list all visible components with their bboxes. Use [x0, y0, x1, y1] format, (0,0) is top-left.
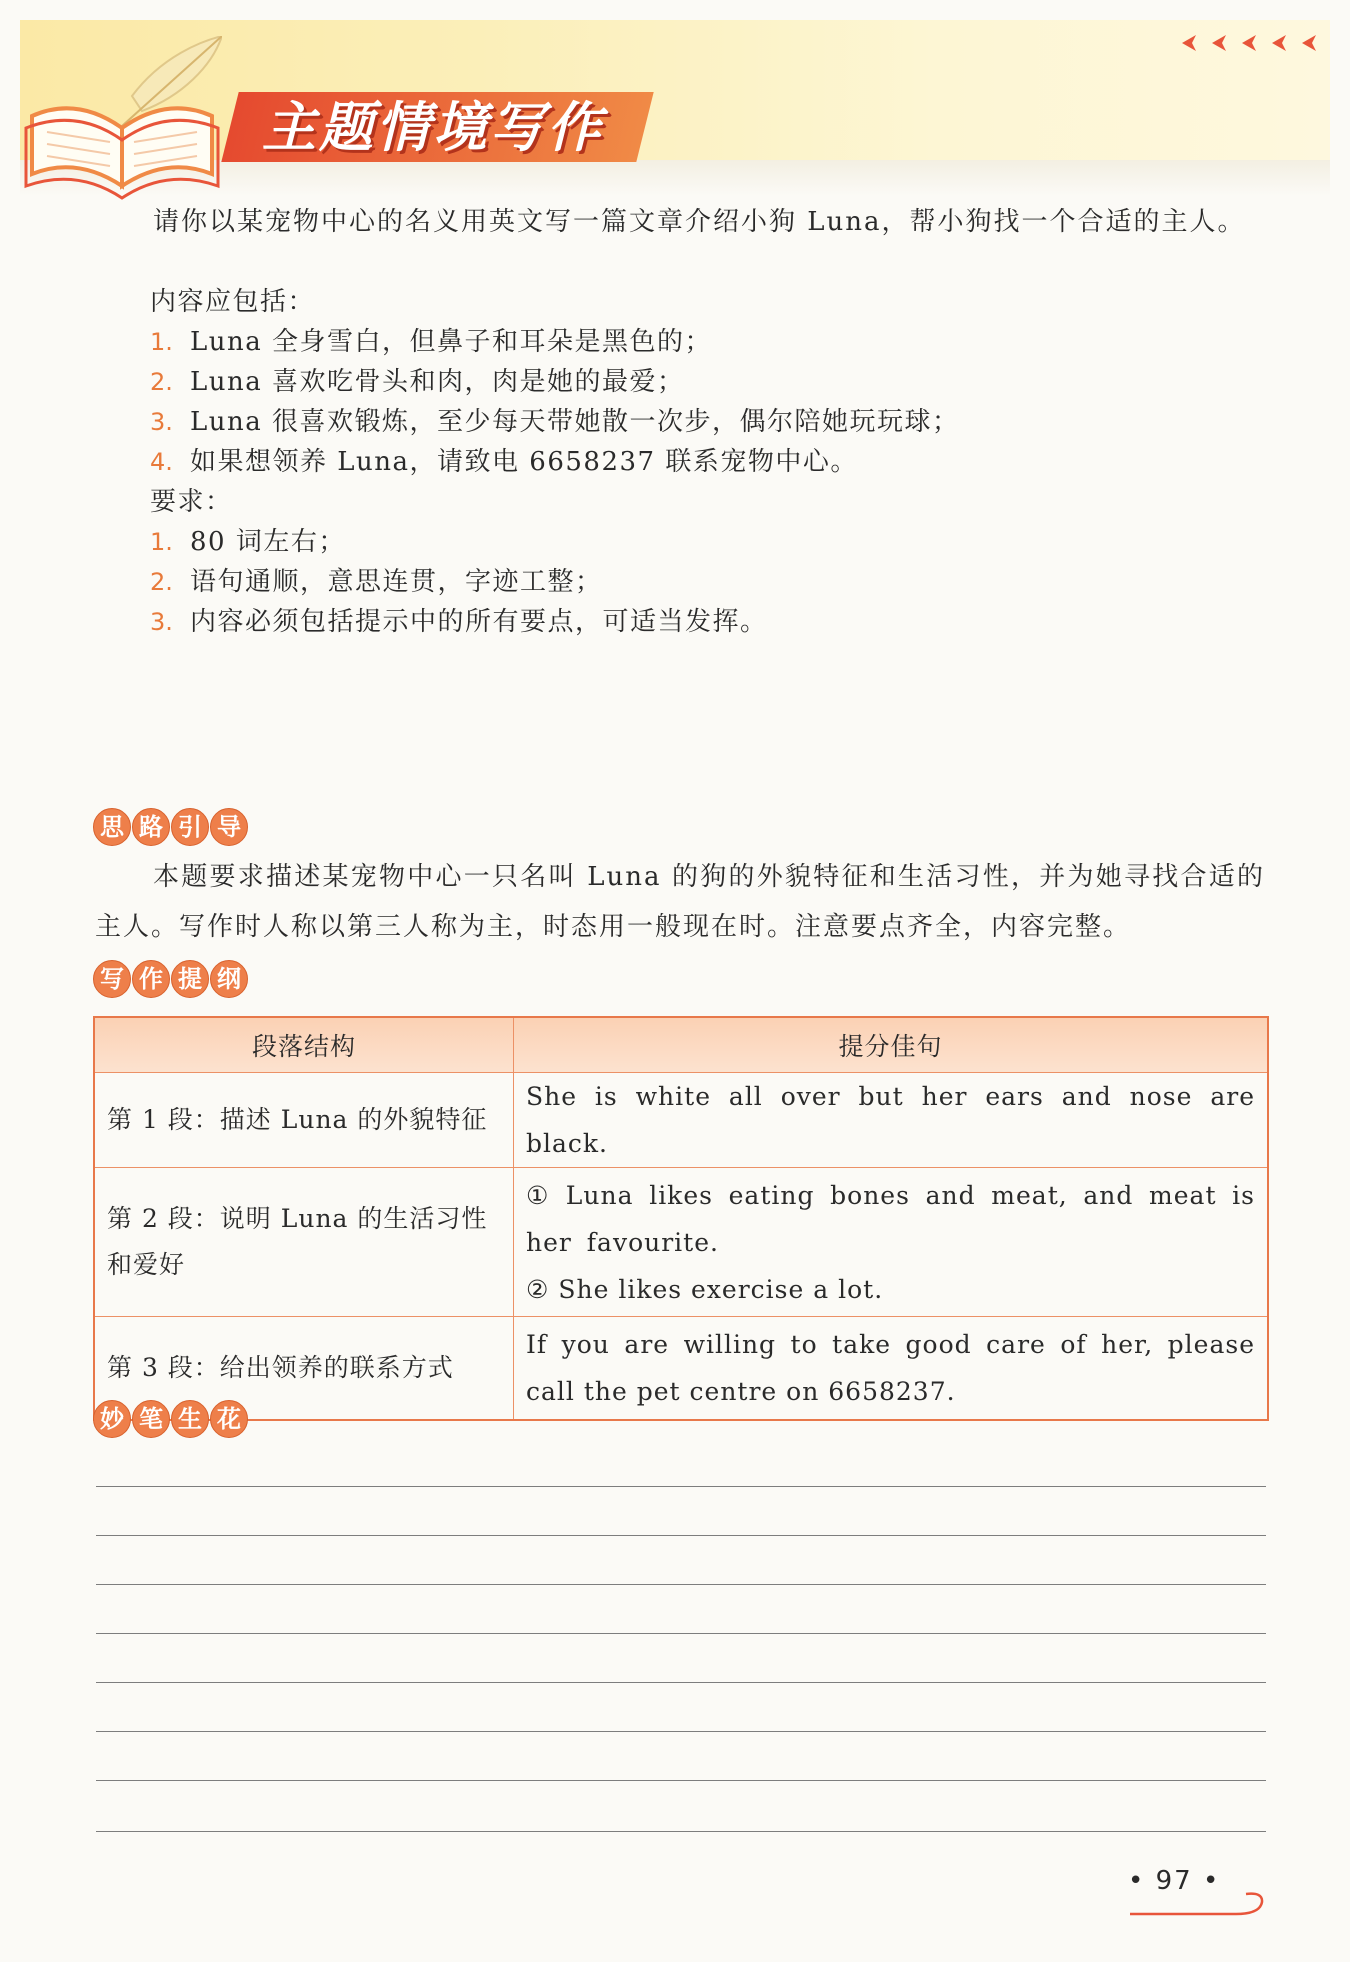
requirement-item-number: 1.: [150, 528, 173, 556]
page-title: 主题情境写作: [262, 96, 604, 159]
content-item-number: 1.: [150, 328, 173, 356]
guidance-text: 本题要求描述某宠物中心一只名叫 Luna 的狗的外貌特征和生活习性，并为她寻找合适的主人。写作时人称以第三人称为主，时态用一般现在时。注意要点齐全，内容完整。: [95, 862, 1265, 942]
table-row: [94, 1317, 1268, 1421]
content-item: Luna 全身雪白，但鼻子和耳朵是黑色的；: [190, 327, 713, 357]
requirement-item-number: 2.: [150, 568, 173, 596]
badge-char: 提: [171, 960, 209, 998]
table-header-row: [94, 1017, 1268, 1073]
writing-line[interactable]: [96, 1584, 1266, 1585]
guidance-badge: [93, 808, 248, 846]
content-heading: 内容应包括：: [150, 287, 316, 317]
badge-char: 路: [132, 808, 170, 846]
badge-char: 笔: [132, 1400, 170, 1438]
paragraph-structure-cell: 第 2 段：说明 Luna 的生活习性和爱好: [94, 1168, 514, 1317]
badge-char: 生: [171, 1400, 209, 1438]
writing-line[interactable]: [96, 1780, 1266, 1781]
table-row: [94, 1073, 1268, 1168]
content-item-number: 2.: [150, 368, 173, 396]
badge-char: 导: [210, 808, 248, 846]
writing-line[interactable]: [96, 1682, 1266, 1683]
writing-line[interactable]: [96, 1831, 1266, 1832]
column-header: 段落结构: [94, 1017, 514, 1073]
key-sentence-cell: She is white all over but her ears and nose are black.: [514, 1073, 1269, 1168]
paragraph-structure-cell: 第 1 段：描述 Luna 的外貌特征: [94, 1073, 514, 1168]
badge-char: 纲: [210, 960, 248, 998]
open-book-quill-icon: [22, 36, 222, 206]
writing-outline-table: [93, 1016, 1269, 1421]
paragraph-structure-cell: 第 3 段：给出领养的联系方式: [94, 1317, 514, 1421]
requirement-item: 80 词左右；: [190, 527, 346, 557]
key-sentence-cell: If you are willing to take good care of her, please call the pet centre on 6658237.: [514, 1317, 1269, 1421]
badge-char: 引: [171, 808, 209, 846]
outline-badge: [93, 960, 248, 998]
column-header: 提分佳句: [514, 1017, 1269, 1073]
key-sentence: ① Luna likes eating bones and meat, and meat is her favourite.: [526, 1180, 1255, 1257]
badge-char: 写: [93, 960, 131, 998]
badge-char: 思: [93, 808, 131, 846]
requirements-heading: 要求：: [150, 487, 233, 517]
requirement-item-number: 3.: [150, 608, 173, 636]
writing-badge: [93, 1400, 248, 1438]
page-number-swoosh-icon: [1128, 1888, 1268, 1918]
writing-line[interactable]: [96, 1535, 1266, 1536]
badge-char: 妙: [93, 1400, 131, 1438]
page-number: • 97 •: [1128, 1866, 1221, 1896]
requirement-item: 语句通顺，意思连贯，字迹工整；: [190, 567, 603, 597]
writing-line[interactable]: [96, 1486, 1266, 1487]
writing-line[interactable]: [96, 1731, 1266, 1732]
decorative-arrows-icon: [1180, 30, 1330, 56]
badge-char: 花: [210, 1400, 248, 1438]
content-item: Luna 喜欢吃骨头和肉，肉是她的最爱；: [190, 367, 685, 397]
prompt-intro: 请你以某宠物中心的名义用英文写一篇文章介绍小狗 Luna，帮小狗找一个合适的主人。: [153, 207, 1246, 237]
content-item: 如果想领养 Luna，请致电 6658237 联系宠物中心。: [190, 447, 858, 477]
content-item: Luna 很喜欢锻炼，至少每天带她散一次步，偶尔陪她玩玩球；: [190, 407, 960, 437]
content-item-number: 3.: [150, 408, 173, 436]
key-sentence: ② She likes exercise a lot.: [526, 1274, 884, 1304]
requirement-item: 内容必须包括提示中的所有要点，可适当发挥。: [190, 607, 768, 637]
key-sentence-cell: [514, 1168, 1269, 1317]
content-item-number: 4.: [150, 448, 173, 476]
table-row: [94, 1168, 1268, 1317]
badge-char: 作: [132, 960, 170, 998]
writing-line[interactable]: [96, 1633, 1266, 1634]
